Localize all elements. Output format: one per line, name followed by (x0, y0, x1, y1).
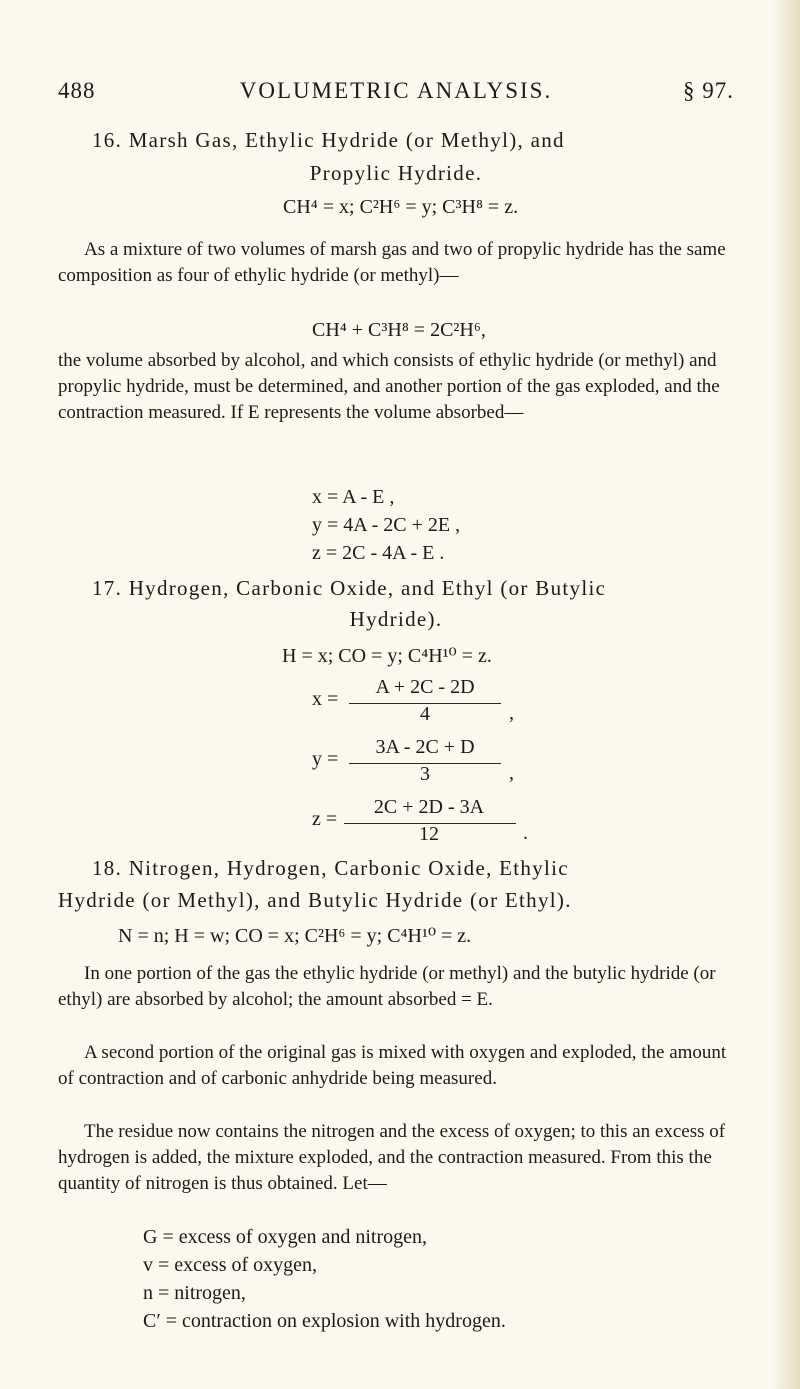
s16-equation-z: z = 2C - 4A - E . (312, 542, 445, 564)
s18-para-2: A second portion of the original gas is mixed with oxygen and exploded, the amount of contraction and of carbonic anhydride being measured. (58, 1042, 727, 1089)
s18-formula: N = n; H = w; CO = x; C²H⁶ = y; C⁴H¹⁰ = z. (118, 925, 472, 947)
s17-z-lhs: z = (312, 808, 338, 830)
s17-z-numerator: 2C + 2D - 3A (373, 796, 485, 818)
s17-x-punct: , (509, 702, 514, 724)
s17-z-punct: . (523, 822, 528, 844)
s17-z-denominator: 12 (419, 823, 439, 845)
s18-def-c-prime: C′ = contraction on explosion with hydrogen. (143, 1310, 506, 1332)
s17-y-punct: , (509, 762, 514, 784)
s18-def-g: G = excess of oxygen and nitrogen, (143, 1226, 427, 1248)
s17-x-numerator: A + 2C - 2D (375, 676, 475, 698)
s17-y-lhs: y = (312, 748, 339, 770)
s18-title-line2: Hydride (or Methyl), and Butylic Hydride (or Ethyl). (58, 888, 572, 912)
s17-title-line1: 17. Hydrogen, Carbonic Oxide, and Ethyl (or Butylic (92, 576, 607, 600)
page-header (58, 78, 734, 114)
s17-x-lhs: x = (312, 688, 339, 710)
s18-para-1: In one portion of the gas the ethylic hydride (or methyl) and the butylic hydride (or ethyl) are absorbed by alcohol; the amount absorbed = E. (58, 963, 716, 1010)
s18-title-line1: 18. Nitrogen, Hydrogen, Carbonic Oxide, Ethylic (92, 856, 569, 880)
s17-y-denominator: 3 (420, 763, 430, 785)
s17-x-denominator: 4 (420, 703, 430, 725)
page-edge (772, 0, 800, 1389)
s17-formula: H = x; CO = y; C⁴H¹⁰ = z. (282, 645, 492, 667)
s18-para-3: The residue now contains the nitrogen and the excess of oxygen; to this an excess of hydrogen is added, the mixture exploded, and the contraction measured. From this the quantity of nitrogen is thus obtained. Let— (58, 1121, 726, 1194)
section-number: § 97. (683, 78, 734, 103)
s16-equation-mixture: CH⁴ + C³H⁸ = 2C²H⁶, (312, 319, 486, 341)
s17-title-line2: Hydride). (349, 607, 443, 631)
s18-def-n: n = nitrogen, (143, 1282, 246, 1304)
s16-body-2: the volume absorbed by alcohol, and which consists of ethylic hydride (or methyl) and propylic hydride, must be determined, and another portion of the gas exploded, and the contraction measured. If E represents the volume absorbed— (58, 350, 720, 423)
s16-formula: CH⁴ = x; C²H⁶ = y; C³H⁸ = z. (283, 196, 519, 218)
s16-title-line2: Propylic Hydride. (309, 161, 483, 185)
running-title: VOLUMETRIC ANALYSIS. (239, 78, 553, 103)
page-number: 488 (58, 78, 96, 103)
s16-equation-x: x = A - E , (312, 486, 395, 508)
s16-title-line1: 16. Marsh Gas, Ethylic Hydride (or Methyl), and (92, 128, 565, 152)
s16-equation-y: y = 4A - 2C + 2E , (312, 514, 461, 536)
s16-body-1: As a mixture of two volumes of marsh gas and two of propylic hydride has the same composition as four of ethylic hydride (or methyl)— (58, 239, 726, 286)
s18-def-v: v = excess of oxygen, (143, 1254, 318, 1276)
s17-y-numerator: 3A - 2C + D (375, 736, 475, 758)
